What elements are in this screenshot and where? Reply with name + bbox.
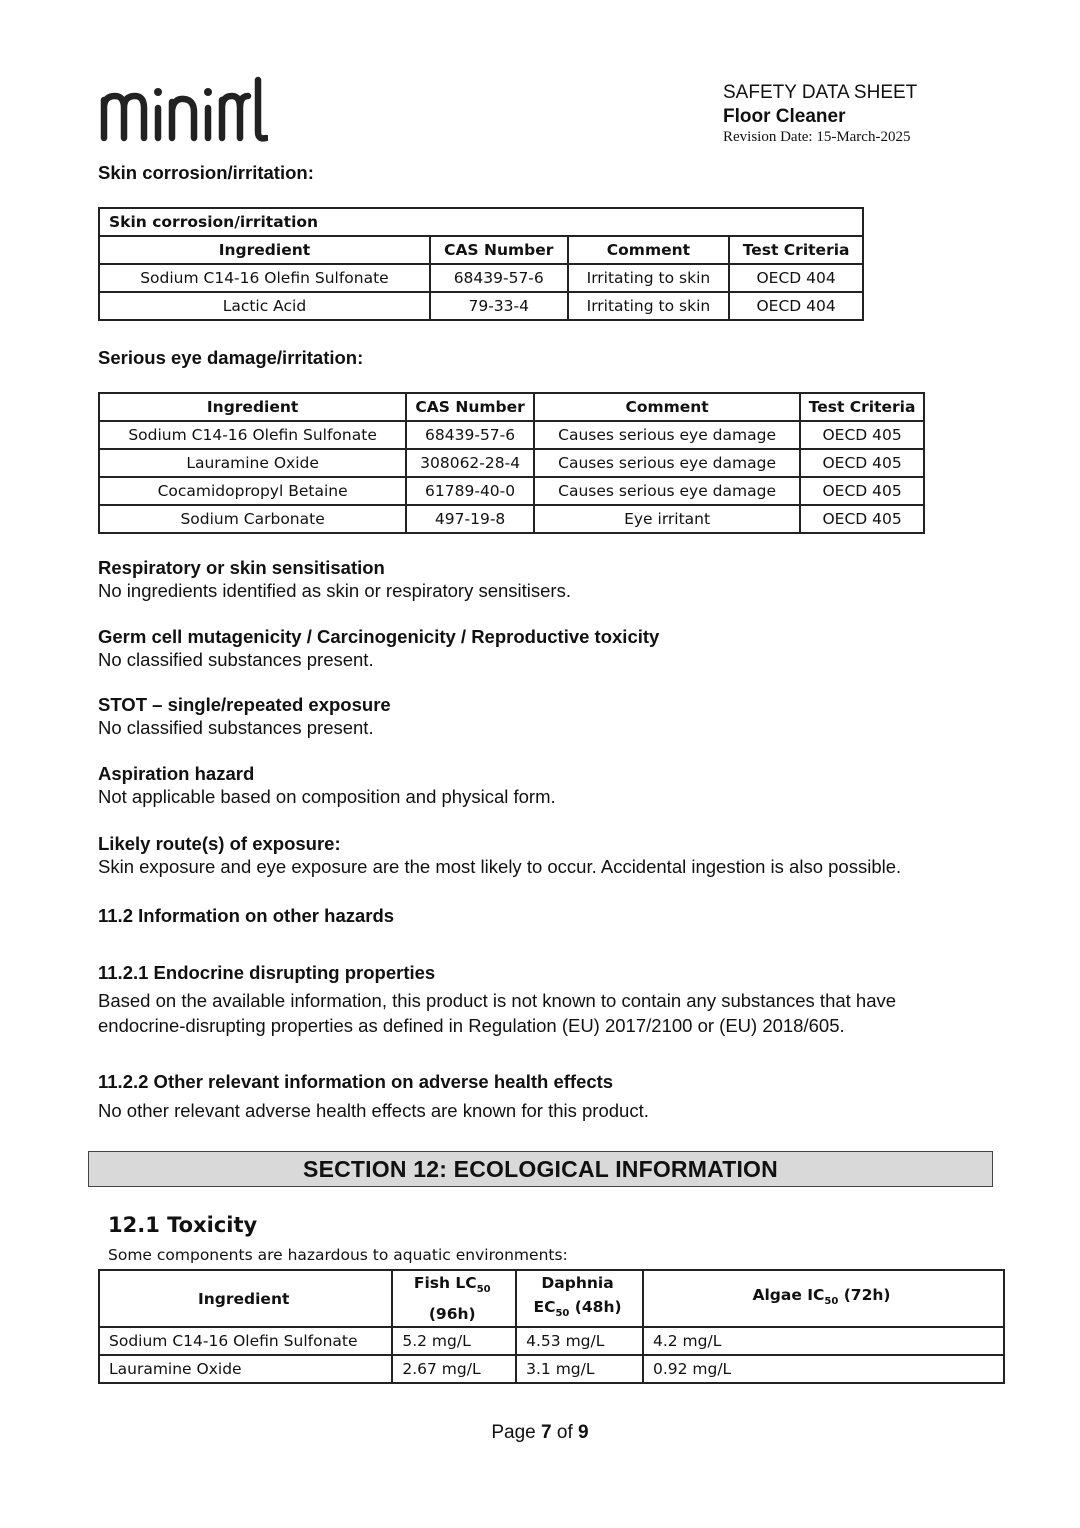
route-heading: Likely route(s) of exposure: xyxy=(98,833,341,854)
column-header: Test Criteria xyxy=(729,236,863,264)
header-text: EC xyxy=(533,1298,556,1316)
table-header-row xyxy=(99,236,863,264)
table-cell: OECD 405 xyxy=(800,505,924,533)
table-cell: Irritating to skin xyxy=(568,292,730,320)
other-hazards-heading: 11.2 Information on other hazards xyxy=(98,905,395,926)
product-name: Floor Cleaner xyxy=(723,106,846,127)
aspiration-heading: Aspiration hazard xyxy=(98,763,255,784)
toxicity-heading: 12.1 Toxicity xyxy=(108,1213,258,1237)
column-header: Ingredient xyxy=(99,236,430,264)
table-row xyxy=(99,1355,1004,1383)
column-header: Test Criteria xyxy=(800,393,924,421)
table-caption-row xyxy=(99,208,863,236)
eye-heading: Serious eye damage/irritation: xyxy=(98,347,364,368)
table-cell: 308062-28-4 xyxy=(406,449,534,477)
stot-text: No classified substances present. xyxy=(98,717,374,738)
table-cell: Sodium C14-16 Olefin Sulfonate xyxy=(99,421,406,449)
skin-table xyxy=(98,207,864,321)
table-cell: Lauramine Oxide xyxy=(99,1355,392,1383)
table-row xyxy=(99,505,924,533)
table-cell: 4.53 mg/L xyxy=(516,1327,643,1355)
table-cell: OECD 405 xyxy=(800,449,924,477)
table-cell: 2.67 mg/L xyxy=(392,1355,516,1383)
table-header-row xyxy=(99,1270,1004,1327)
table-cell: 497-19-8 xyxy=(406,505,534,533)
table-caption: Skin corrosion/irritation xyxy=(99,208,863,236)
brand-logo xyxy=(98,72,268,152)
table-cell: 61789-40-0 xyxy=(406,477,534,505)
endocrine-text-line2: endocrine-disrupting properties as defined in Regulation (EU) 2017/2100 or (EU) 2018/605. xyxy=(98,1015,845,1036)
column-header: Ingredient xyxy=(99,393,406,421)
table-cell: OECD 404 xyxy=(729,292,863,320)
column-header: Comment xyxy=(534,393,800,421)
document-title: SAFETY DATA SHEET xyxy=(723,82,918,103)
table-cell: Lactic Acid xyxy=(99,292,430,320)
skin-heading: Skin corrosion/irritation: xyxy=(98,162,314,183)
table-cell: 0.92 mg/L xyxy=(643,1355,1004,1383)
header-text: Algae IC xyxy=(752,1286,825,1304)
section-12-title: SECTION 12: ECOLOGICAL INFORMATION xyxy=(88,1151,993,1187)
table-cell: Sodium C14-16 Olefin Sulfonate xyxy=(99,1327,392,1355)
header-text: Fish LC xyxy=(413,1274,477,1292)
endocrine-text-line1: Based on the available information, this product is not known to contain any substances that have xyxy=(98,990,897,1011)
germ-heading: Germ cell mutagenicity / Carcinogenicity / Reproductive toxicity xyxy=(98,626,660,647)
table-cell: OECD 404 xyxy=(729,264,863,292)
column-header-daphnia xyxy=(516,1270,643,1327)
header-text: (48h) xyxy=(569,1298,622,1316)
aspiration-text: Not applicable based on composition and physical form. xyxy=(98,786,556,807)
table-cell: Cocamidopropyl Betaine xyxy=(99,477,406,505)
column-header: Comment xyxy=(568,236,730,264)
table-cell: 5.2 mg/L xyxy=(392,1327,516,1355)
page-number: 7 xyxy=(541,1422,552,1443)
column-header: CAS Number xyxy=(430,236,568,264)
table-cell: 68439-57-6 xyxy=(406,421,534,449)
table-cell: Eye irritant xyxy=(534,505,800,533)
column-header: CAS Number xyxy=(406,393,534,421)
of-word: of xyxy=(556,1422,573,1443)
table-cell: Causes serious eye damage xyxy=(534,477,800,505)
toxicity-table xyxy=(98,1269,1005,1384)
column-header-fish xyxy=(392,1270,516,1327)
table-cell: Sodium Carbonate xyxy=(99,505,406,533)
table-row xyxy=(99,264,863,292)
germ-text: No classified substances present. xyxy=(98,649,374,670)
header-text: (72h) xyxy=(838,1286,891,1304)
header-text: Daphnia xyxy=(541,1274,614,1292)
resp-heading: Respiratory or skin sensitisation xyxy=(98,557,385,578)
table-cell: Irritating to skin xyxy=(568,264,730,292)
adverse-text: No other relevant adverse health effects are known for this product. xyxy=(98,1100,649,1121)
table-cell: 79-33-4 xyxy=(430,292,568,320)
header-text: Ingredient xyxy=(197,1289,290,1308)
resp-text: No ingredients identified as skin or respiratory sensitisers. xyxy=(98,580,571,601)
page-total: 9 xyxy=(578,1422,589,1443)
table-cell: Lauramine Oxide xyxy=(99,449,406,477)
table-row xyxy=(99,477,924,505)
table-cell: 68439-57-6 xyxy=(430,264,568,292)
table-cell: 3.1 mg/L xyxy=(516,1355,643,1383)
adverse-heading: 11.2.2 Other relevant information on adverse health effects xyxy=(98,1071,614,1092)
header-text: (96h) xyxy=(428,1305,476,1324)
table-cell: 4.2 mg/L xyxy=(643,1327,1004,1355)
table-row xyxy=(99,1327,1004,1355)
eye-table xyxy=(98,392,925,534)
table-row xyxy=(99,292,863,320)
subscript: 50 xyxy=(824,1296,839,1308)
toxicity-intro: Some components are hazardous to aquatic environments: xyxy=(108,1246,568,1264)
route-text: Skin exposure and eye exposure are the most likely to occur. Accidental ingestion is also possible. xyxy=(98,856,902,877)
page-word: Page xyxy=(491,1422,536,1443)
table-header-row xyxy=(99,393,924,421)
table-cell: OECD 405 xyxy=(800,477,924,505)
table-cell: Sodium C14-16 Olefin Sulfonate xyxy=(99,264,430,292)
table-cell: Causes serious eye damage xyxy=(534,421,800,449)
table-cell: OECD 405 xyxy=(800,421,924,449)
stot-heading: STOT – single/repeated exposure xyxy=(98,694,391,715)
table-row xyxy=(99,449,924,477)
column-header-ingredient xyxy=(99,1270,392,1327)
endocrine-heading: 11.2.1 Endocrine disrupting properties xyxy=(98,962,436,983)
subscript: 50 xyxy=(555,1308,570,1320)
revision-date: Revision Date: 15-March-2025 xyxy=(723,129,911,145)
column-header-algae xyxy=(643,1270,1004,1327)
table-row xyxy=(99,421,924,449)
table-cell: Causes serious eye damage xyxy=(534,449,800,477)
subscript: 50 xyxy=(476,1284,491,1296)
page-footer xyxy=(0,1422,1080,1444)
